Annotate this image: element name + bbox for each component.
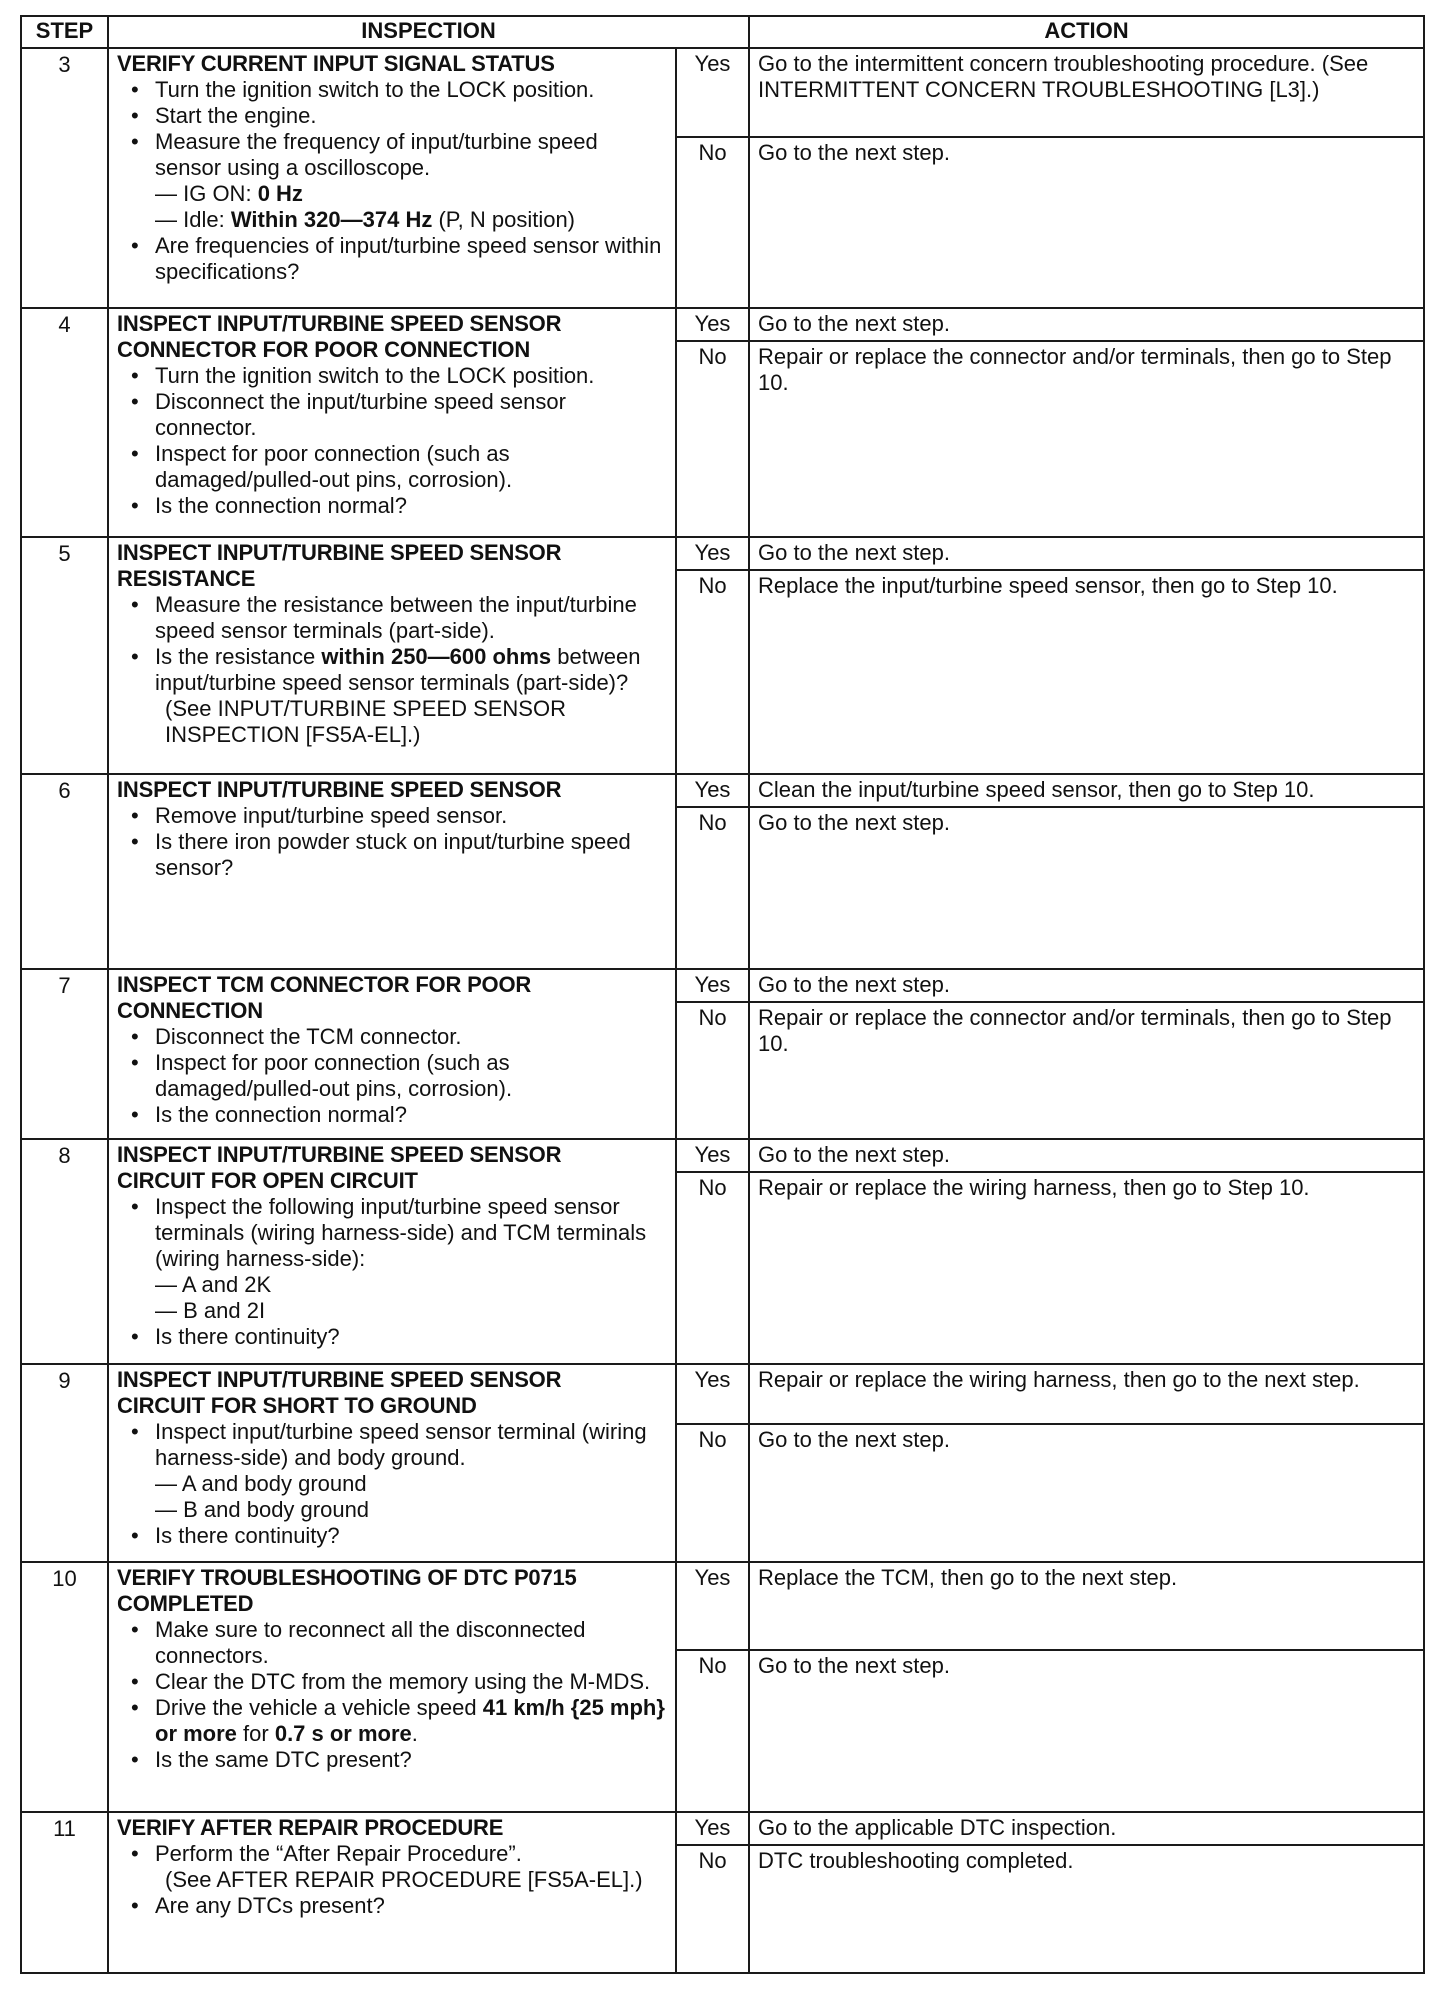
inspection-item — [117, 1695, 669, 1747]
inspection-item: • Start the engine. — [117, 103, 669, 129]
spec-label: — IG ON: — [155, 181, 258, 206]
no-action: Go to the next step. — [749, 1650, 1424, 1812]
inspection-item: • Perform the “After Repair Procedure”. — [117, 1841, 669, 1867]
header-step: STEP — [21, 16, 108, 48]
spec-item — [117, 1471, 669, 1497]
inspection-item: • Is there continuity? — [117, 1523, 669, 1549]
spec-label: — B and body ground — [155, 1497, 370, 1522]
inspection-title: VERIFY CURRENT INPUT SIGNAL STATUS — [117, 51, 555, 76]
no-label: No — [676, 1002, 749, 1139]
inspection-item: • Is the connection normal? — [117, 493, 669, 519]
inspection-item: • Turn the ignition switch to the LOCK position. — [117, 77, 669, 103]
spec-label: — A and 2K — [155, 1272, 272, 1297]
spec-value: 0 Hz — [257, 181, 303, 206]
yes-action: Go to the next step. — [749, 969, 1424, 1002]
yes-label: Yes — [676, 48, 749, 137]
yes-label: Yes — [676, 1364, 749, 1424]
inspection-item: • Turn the ignition switch to the LOCK position. — [117, 363, 669, 389]
yes-action: Go to the next step. — [749, 1139, 1424, 1172]
header-inspection: INSPECTION — [108, 16, 749, 48]
inspection-list — [117, 77, 669, 285]
item-text: Is the resistance — [155, 644, 322, 669]
step-row — [21, 1364, 1424, 1424]
reference-note: (See AFTER REPAIR PROCEDURE [FS5A-EL].) — [165, 1867, 643, 1892]
item-text: for — [236, 1721, 275, 1746]
step-row — [21, 537, 1424, 570]
inspection-item: • Disconnect the input/turbine speed sensor connector. — [117, 389, 669, 441]
spec-item — [117, 207, 669, 233]
inspection-title: INSPECT INPUT/TURBINE SPEED SENSOR — [117, 540, 562, 565]
no-label: No — [676, 1424, 749, 1562]
yes-action: Go to the intermittent concern troubleshooting procedure. (See INTERMITTENT CONCERN TROUBLESHOOTING [L3].) — [749, 48, 1424, 137]
yes-action: Go to the applicable DTC inspection. — [749, 1812, 1424, 1845]
inspection-cell — [108, 537, 676, 774]
inspection-list — [117, 1841, 669, 1919]
step-number: 9 — [21, 1364, 108, 1562]
yes-action: Replace the TCM, then go to the next step. — [749, 1562, 1424, 1650]
spec-item — [117, 1272, 669, 1298]
step-row — [21, 1562, 1424, 1650]
inspection-list — [117, 1194, 669, 1350]
inspection-title: INSPECT INPUT/TURBINE SPEED SENSOR — [117, 1142, 562, 1167]
yes-label: Yes — [676, 1139, 749, 1172]
step-number: 7 — [21, 969, 108, 1139]
no-label: No — [676, 137, 749, 308]
inspection-title: INSPECT INPUT/TURBINE SPEED SENSOR — [117, 777, 562, 802]
inspection-item — [117, 644, 669, 696]
inspection-title: CIRCUIT FOR OPEN CIRCUIT — [117, 1168, 418, 1193]
yes-label: Yes — [676, 308, 749, 341]
no-label: No — [676, 1845, 749, 1973]
step-row — [21, 969, 1424, 1002]
inspection-item: • Remove input/turbine speed sensor. — [117, 803, 669, 829]
spec-label: — Idle: — [155, 207, 231, 232]
inspection-item: • Inspect for poor connection (such as damaged/pulled-out pins, corrosion). — [117, 1050, 669, 1102]
spec-label: — B and 2I — [155, 1298, 266, 1323]
no-action: Replace the input/turbine speed sensor, then go to Step 10. — [749, 570, 1424, 774]
spec-item — [117, 181, 669, 207]
item-spec: 41 km/h {25 mph} or more — [155, 1695, 665, 1746]
spec-label: — A and body ground — [155, 1471, 367, 1496]
no-action: Go to the next step. — [749, 807, 1424, 969]
item-text: . — [411, 1721, 418, 1746]
no-action: Repair or replace the connector and/or terminals, then go to Step 10. — [749, 1002, 1424, 1139]
inspection-title: INSPECT INPUT/TURBINE SPEED SENSOR — [117, 311, 562, 336]
inspection-cell — [108, 1812, 676, 1973]
troubleshooting-table — [20, 15, 1425, 1974]
inspection-item: • Are frequencies of input/turbine speed sensor within specifications? — [117, 233, 669, 285]
inspection-list — [117, 1024, 669, 1128]
inspection-list — [117, 363, 669, 519]
inspection-list — [117, 803, 669, 881]
inspection-title: CIRCUIT FOR SHORT TO GROUND — [117, 1393, 477, 1418]
spec-suffix: (P, N position) — [432, 207, 575, 232]
inspection-item: • Is there iron powder stuck on input/turbine speed sensor? — [117, 829, 669, 881]
yes-action: Clean the input/turbine speed sensor, then go to Step 10. — [749, 774, 1424, 807]
spec-item — [117, 1298, 669, 1324]
yes-label: Yes — [676, 969, 749, 1002]
yes-action: Go to the next step. — [749, 537, 1424, 570]
item-text: between input/turbine speed sensor terminals (part-side)? — [155, 644, 641, 695]
inspection-item: • Is the connection normal? — [117, 1102, 669, 1128]
spec-value: Within 320—374 Hz — [230, 207, 433, 232]
spec-item — [117, 1497, 669, 1523]
step-number: 11 — [21, 1812, 108, 1973]
step-number: 8 — [21, 1139, 108, 1364]
yes-label: Yes — [676, 774, 749, 807]
yes-label: Yes — [676, 1812, 749, 1845]
inspection-title: CONNECTOR FOR POOR CONNECTION — [117, 337, 531, 362]
inspection-list — [117, 1419, 669, 1549]
no-action: Go to the next step. — [749, 1424, 1424, 1562]
inspection-title: RESISTANCE — [117, 566, 256, 591]
inspection-cell — [108, 1364, 676, 1562]
yes-label: Yes — [676, 1562, 749, 1650]
step-number: 10 — [21, 1562, 108, 1812]
inspection-item: • Inspect the following input/turbine speed sensor terminals (wiring harness-side) and TCM terminals (wiring harness-side): — [117, 1194, 669, 1272]
step-number: 5 — [21, 537, 108, 774]
inspection-cell — [108, 774, 676, 969]
inspection-item: • Is there continuity? — [117, 1324, 669, 1350]
inspection-item: • Make sure to reconnect all the disconnected connectors. — [117, 1617, 669, 1669]
inspection-title: VERIFY TROUBLESHOOTING OF DTC P0715 — [117, 1565, 577, 1590]
step-number: 3 — [21, 48, 108, 308]
step-number: 6 — [21, 774, 108, 969]
inspection-item: • Is the same DTC present? — [117, 1747, 669, 1773]
reference-note: (See INPUT/TURBINE SPEED SENSOR INSPECTION [FS5A-EL].) — [165, 696, 566, 747]
inspection-list — [117, 592, 669, 748]
inspection-title: COMPLETED — [117, 1591, 254, 1616]
inspection-title: INSPECT TCM CONNECTOR FOR POOR — [117, 972, 532, 997]
no-action: Repair or replace the wiring harness, then go to Step 10. — [749, 1172, 1424, 1364]
inspection-item: • Measure the resistance between the input/turbine speed sensor terminals (part-side). — [117, 592, 669, 644]
no-label: No — [676, 570, 749, 774]
step-number: 4 — [21, 308, 108, 537]
no-label: No — [676, 807, 749, 969]
inspection-list — [117, 1617, 669, 1773]
no-label: No — [676, 1650, 749, 1812]
inspection-cell — [108, 1562, 676, 1812]
inspection-cell — [108, 1139, 676, 1364]
inspection-item: • Inspect for poor connection (such as damaged/pulled-out pins, corrosion). — [117, 441, 669, 493]
inspection-title: VERIFY AFTER REPAIR PROCEDURE — [117, 1815, 504, 1840]
inspection-title: CONNECTION — [117, 998, 263, 1023]
header-row — [21, 16, 1424, 48]
inspection-item: • Clear the DTC from the memory using the M-MDS. — [117, 1669, 669, 1695]
no-action: DTC troubleshooting completed. — [749, 1845, 1424, 1973]
no-action: Repair or replace the connector and/or terminals, then go to Step 10. — [749, 341, 1424, 537]
item-spec: 0.7 s or more — [274, 1721, 412, 1746]
inspection-title: INSPECT INPUT/TURBINE SPEED SENSOR — [117, 1367, 562, 1392]
yes-action: Go to the next step. — [749, 308, 1424, 341]
yes-action: Repair or replace the wiring harness, then go to the next step. — [749, 1364, 1424, 1424]
step-row — [21, 774, 1424, 807]
step-row — [21, 308, 1424, 341]
step-row — [21, 1812, 1424, 1845]
inspection-item: • Disconnect the TCM connector. — [117, 1024, 669, 1050]
troubleshooting-sheet — [20, 15, 1423, 1974]
inspection-item: • Are any DTCs present? — [117, 1893, 669, 1919]
yes-label: Yes — [676, 537, 749, 570]
no-label: No — [676, 1172, 749, 1364]
inspection-item: • Measure the frequency of input/turbine speed sensor using a oscilloscope. — [117, 129, 669, 181]
inspection-cell — [108, 969, 676, 1139]
no-label: No — [676, 341, 749, 537]
inspection-item: • Inspect input/turbine speed sensor terminal (wiring harness-side) and body ground. — [117, 1419, 669, 1471]
item-spec: within 250—600 ohms — [321, 644, 552, 669]
item-text: Drive the vehicle a vehicle speed — [155, 1695, 483, 1720]
step-row — [21, 1139, 1424, 1172]
step-row — [21, 48, 1424, 137]
header-action: ACTION — [749, 16, 1424, 48]
inspection-cell — [108, 308, 676, 537]
no-action: Go to the next step. — [749, 137, 1424, 308]
inspection-cell — [108, 48, 676, 308]
